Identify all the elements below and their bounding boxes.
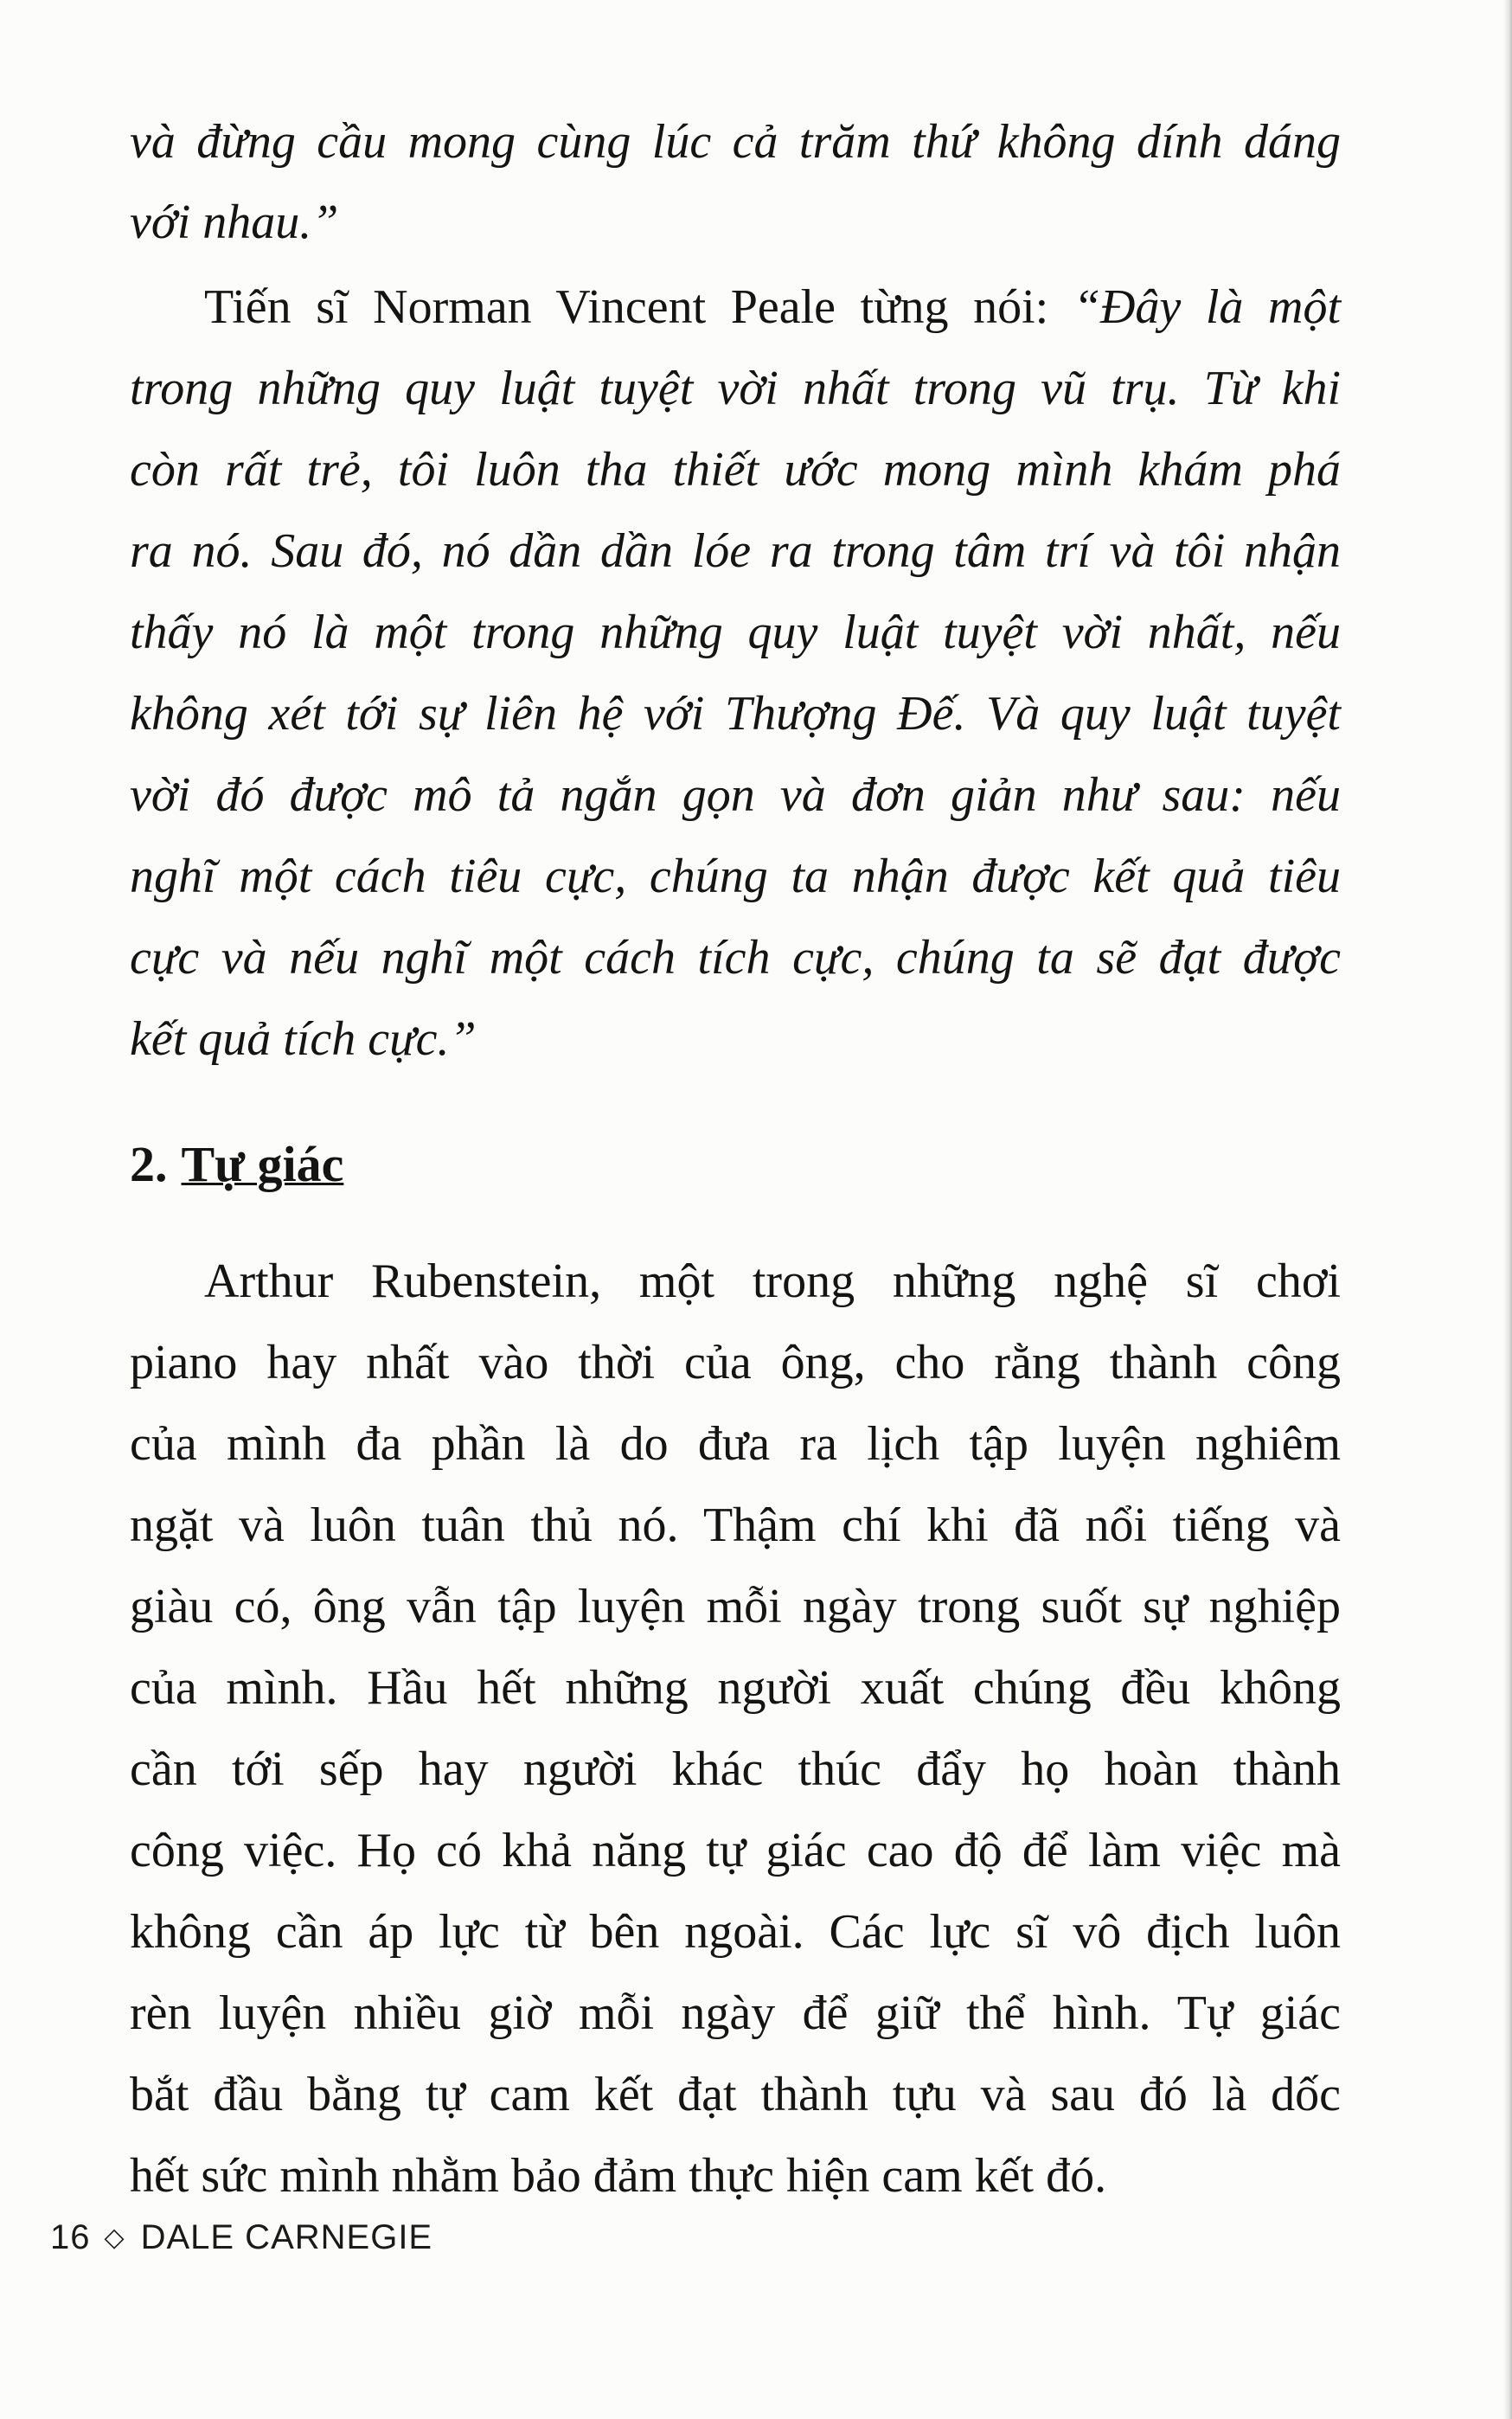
- text-line: kết quả tích cực.”: [130, 1012, 477, 1066]
- text-line: piano hay nhất vào thời của ông, cho rằng thành công: [130, 1336, 1341, 1389]
- text-line: hết sức mình nhằm bảo đảm thực hiện cam kết đó.: [130, 2149, 1107, 2203]
- text-line: giàu có, ông vẫn tập luyện mỗi ngày trong suốt sự nghiệp: [130, 1580, 1341, 1633]
- section-title: [182, 1136, 344, 1192]
- section-title-text: Tự giác: [181, 1136, 344, 1192]
- text-line: không xét tới sự liên hệ với Thượng Đế. Và quy luật tuyệt: [130, 687, 1341, 741]
- text-line: công việc. Họ có khả năng tự giác cao độ để làm việc mà: [130, 1824, 1341, 1877]
- quote-continuation: [130, 102, 1341, 263]
- text-line: của mình đa phần là do đưa ra lịch tập luyện nghiêm: [130, 1417, 1341, 1471]
- paragraph-peale: [130, 266, 1341, 1080]
- text-line: của mình. Hầu hết những người xuất chúng đều không: [130, 1661, 1341, 1715]
- text-line: cực và nếu nghĩ một cách tích cực, chúng ta sẽ đạt được: [130, 931, 1341, 985]
- text-line: trong những quy luật tuyệt vời nhất trong vũ trụ. Từ khi: [130, 362, 1341, 415]
- text-line: nghĩ một cách tiêu cực, chúng ta nhận được kết quả tiêu: [130, 850, 1341, 903]
- text-line: vời đó được mô tả ngắn gọn và đơn giản như sau: nếu: [130, 768, 1341, 822]
- text-line: và đừng cầu mong cùng lúc cả trăm thứ không dính dáng: [130, 115, 1341, 169]
- text-line: rèn luyện nhiều giờ mỗi ngày để giữ thể hình. Tự giác: [130, 1986, 1341, 2040]
- text-line: Arthur Rubenstein, một trong những nghệ sĩ chơi: [204, 1254, 1341, 1308]
- page-footer: [50, 2211, 432, 2264]
- text-line: ra nó. Sau đó, nó dần dần lóe ra trong tâm trí và tôi nhận: [130, 524, 1341, 578]
- page-number: 16: [50, 2218, 91, 2256]
- paragraph-lead: Tiến sĩ Norman Vincent Peale từng nói:: [204, 280, 1073, 334]
- text-line: cần tới sếp hay người khác thúc đẩy họ hoàn thành: [130, 1742, 1341, 1796]
- text-line: còn rất trẻ, tôi luôn tha thiết ước mong mình khám phá: [130, 443, 1341, 497]
- text-line: thấy nó là một trong những quy luật tuyệt vời nhất, nếu: [130, 606, 1341, 659]
- running-author: DALE CARNEGIE: [140, 2218, 433, 2256]
- quote-start: “Đây là một: [1073, 280, 1342, 334]
- page-edge-shadow: [1503, 0, 1512, 2419]
- text-line: ngặt và luôn tuân thủ nó. Thậm chí khi đã nổi tiếng và: [130, 1498, 1341, 1552]
- text-line: [130, 266, 1341, 348]
- diamond-icon: ◇: [104, 2223, 125, 2252]
- text-line: với nhau.”: [130, 196, 339, 249]
- paragraph-rubenstein: [130, 1241, 1341, 2217]
- section-number: 2.: [130, 1136, 168, 1192]
- text-line: bắt đầu bằng tự cam kết đạt thành tựu và sau đó là dốc: [130, 2068, 1341, 2121]
- section-heading: [130, 1130, 343, 1199]
- text-line: không cần áp lực từ bên ngoài. Các lực sĩ vô địch luôn: [130, 1905, 1341, 1959]
